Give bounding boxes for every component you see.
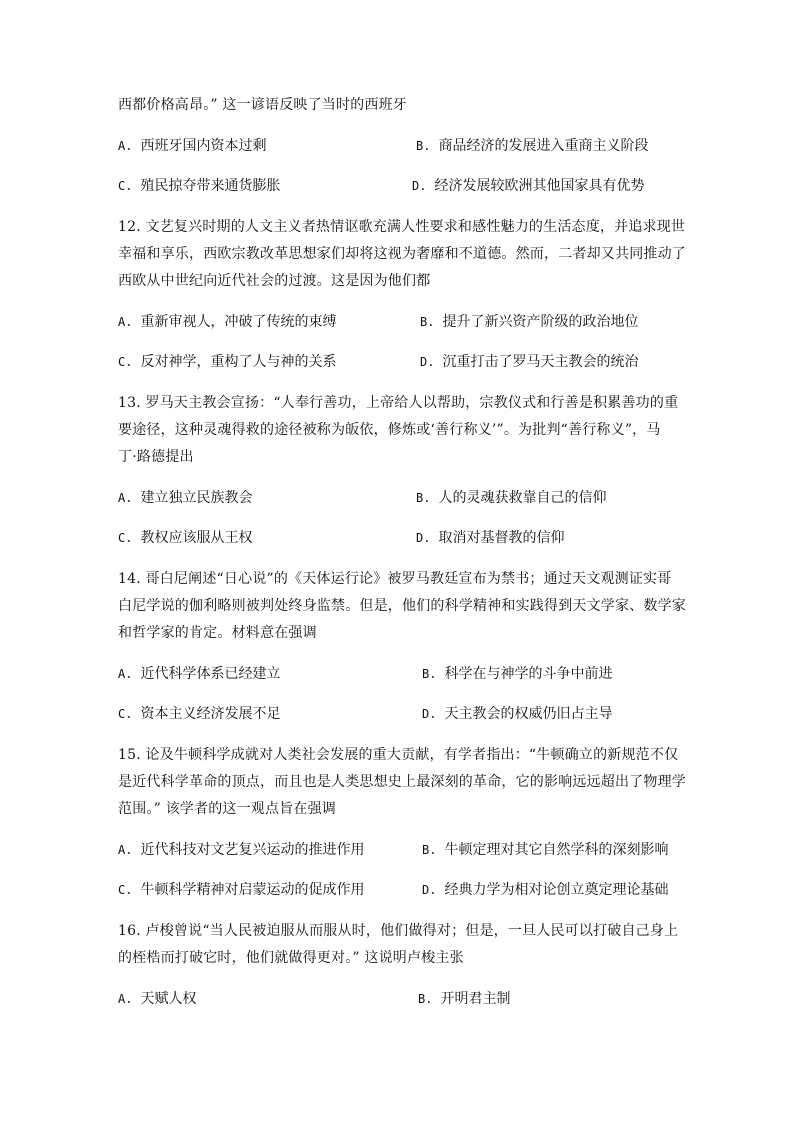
q15-option-b[interactable] xyxy=(422,841,668,859)
question-14-line-3: 和哲学家的肯定。材料意在强调 xyxy=(118,625,317,641)
question-16-line-1: 16. 卢梭曾说“当人民被迫服从而服从时，他们做得对；但是，一旦人民可以打破自己身上 xyxy=(118,923,679,939)
option-letter: D. xyxy=(422,883,437,897)
q13-option-c[interactable] xyxy=(118,529,252,547)
q11-option-a[interactable] xyxy=(118,137,266,155)
q13-option-b[interactable] xyxy=(416,489,606,507)
question-12-line-1: 12. 文艺复兴时期的人文主义者热情讴歌充满人性要求和感性魅力的生活态度，并追求现世 xyxy=(118,219,686,235)
option-letter: D. xyxy=(420,355,435,369)
option-text: 提升了新兴资产阶级的政治地位 xyxy=(442,314,639,330)
option-letter: B. xyxy=(422,667,437,681)
question-12-line-2: 幸福和享乐，西欧宗教改革思想家们却将这视为奢靡和不道德。然而，二者却又共同推动了 xyxy=(118,246,686,262)
option-letter: B. xyxy=(416,139,431,153)
q14-option-c[interactable] xyxy=(118,705,280,723)
q16-option-b[interactable] xyxy=(418,990,510,1008)
q15-option-d[interactable] xyxy=(422,881,668,899)
option-letter: A. xyxy=(118,992,133,1006)
question-14-line-2: 白尼学说的伽利略则被判处终身监禁。但是，他们的科学精神和实践得到天文学家、数学家 xyxy=(118,598,686,614)
q15-option-c[interactable] xyxy=(118,881,364,899)
option-text: 教权应该服从王权 xyxy=(140,530,253,546)
option-text: 经济发展较欧洲其他国家具有优势 xyxy=(434,178,645,194)
option-text: 开明君主制 xyxy=(440,991,511,1007)
option-text: 近代科学体系已经建立 xyxy=(140,666,281,682)
option-letter: C. xyxy=(118,179,133,193)
option-letter: C. xyxy=(118,707,133,721)
option-letter: D. xyxy=(422,707,437,721)
option-text: 重新审视人，冲破了传统的束缚 xyxy=(140,314,337,330)
q13-option-d[interactable] xyxy=(416,529,564,547)
option-letter: B. xyxy=(420,315,435,329)
question-15-line-3: 范围。” 该学者的这一观点旨在强调 xyxy=(118,801,337,817)
question-15-line-1: 15. 论及牛顿科学成就对人类社会发展的重大贡献，有学者指出：“牛顿确立的新规范不仅 xyxy=(118,747,679,763)
option-text: 科学在与神学的斗争中前进 xyxy=(444,666,613,682)
question-15-line-2: 是近代科学革命的顶点，而且也是人类思想史上最深刻的革命，它的影响远远超出了物理学 xyxy=(118,774,686,790)
option-text: 殖民掠夺带来通货膨胀 xyxy=(140,178,281,194)
option-letter: B. xyxy=(418,992,433,1006)
q14-option-d[interactable] xyxy=(422,705,612,723)
option-text: 资本主义经济发展不足 xyxy=(140,706,281,722)
q14-option-a[interactable] xyxy=(118,665,280,683)
q12-option-a[interactable] xyxy=(118,313,336,331)
q11-option-b[interactable] xyxy=(416,137,648,155)
question-13-line-1: 13. 罗马天主教会宣扬：“人奉行善功，上帝给人以帮助，宗教仪式和行善是积累善功的重 xyxy=(118,395,679,411)
q15-option-a[interactable] xyxy=(118,841,364,859)
question-13-line-3: 丁·路德提出 xyxy=(118,449,194,465)
option-text: 天赋人权 xyxy=(140,991,197,1007)
option-letter: D. xyxy=(416,531,431,545)
option-text: 建立独立民族教会 xyxy=(140,490,253,506)
question-13-line-2: 要途径，这种灵魂得救的途径被称为皈依，修炼或‘善行称义’”。为批判“善行称义”，马 xyxy=(118,422,661,438)
q11-option-d[interactable] xyxy=(412,177,644,195)
option-letter: D. xyxy=(412,179,427,193)
q12-option-d[interactable] xyxy=(420,353,638,371)
q13-option-a[interactable] xyxy=(118,489,252,507)
option-letter: A. xyxy=(118,667,133,681)
option-letter: A. xyxy=(118,491,133,505)
question-12-line-3: 西欧从中世纪向近代社会的过渡。这是因为他们都 xyxy=(118,273,431,289)
question-11-stem-tail: 西都价格高昂。” 这一谚语反映了当时的西班牙 xyxy=(118,97,408,113)
option-text: 人的灵魂获救靠自己的信仰 xyxy=(438,490,607,506)
option-text: 牛顿科学精神对启蒙运动的促成作用 xyxy=(140,882,365,898)
option-letter: A. xyxy=(118,139,133,153)
option-letter: C. xyxy=(118,883,133,897)
option-letter: C. xyxy=(118,355,133,369)
option-text: 近代科技对文艺复兴运动的推进作用 xyxy=(140,842,365,858)
q14-option-b[interactable] xyxy=(422,665,612,683)
option-text: 牛顿定理对其它自然学科的深刻影响 xyxy=(444,842,669,858)
option-letter: A. xyxy=(118,843,133,857)
option-text: 西班牙国内资本过剩 xyxy=(140,138,267,154)
q16-option-a[interactable] xyxy=(118,990,196,1008)
option-letter: B. xyxy=(422,843,437,857)
q11-option-c[interactable] xyxy=(118,177,280,195)
option-text: 反对神学，重构了人与神的关系 xyxy=(140,354,337,370)
option-text: 取消对基督教的信仰 xyxy=(438,530,565,546)
option-text: 天主教会的权威仍旧占主导 xyxy=(444,706,613,722)
option-text: 沉重打击了罗马天主教会的统治 xyxy=(442,354,639,370)
question-14-line-1: 14. 哥白尼阐述“日心说”的《天体运行论》被罗马教廷宣布为禁书；通过天文观测证实哥 xyxy=(118,571,672,587)
option-text: 商品经济的发展进入重商主义阶段 xyxy=(438,138,649,154)
option-text: 经典力学为相对论创立奠定理论基础 xyxy=(444,882,669,898)
question-16-line-2: 的桎梏而打破它时，他们就做得更对。” 这说明卢梭主张 xyxy=(118,950,464,966)
q12-option-c[interactable] xyxy=(118,353,336,371)
q12-option-b[interactable] xyxy=(420,313,638,331)
option-letter: B. xyxy=(416,491,431,505)
option-letter: A. xyxy=(118,315,133,329)
option-letter: C. xyxy=(118,531,133,545)
